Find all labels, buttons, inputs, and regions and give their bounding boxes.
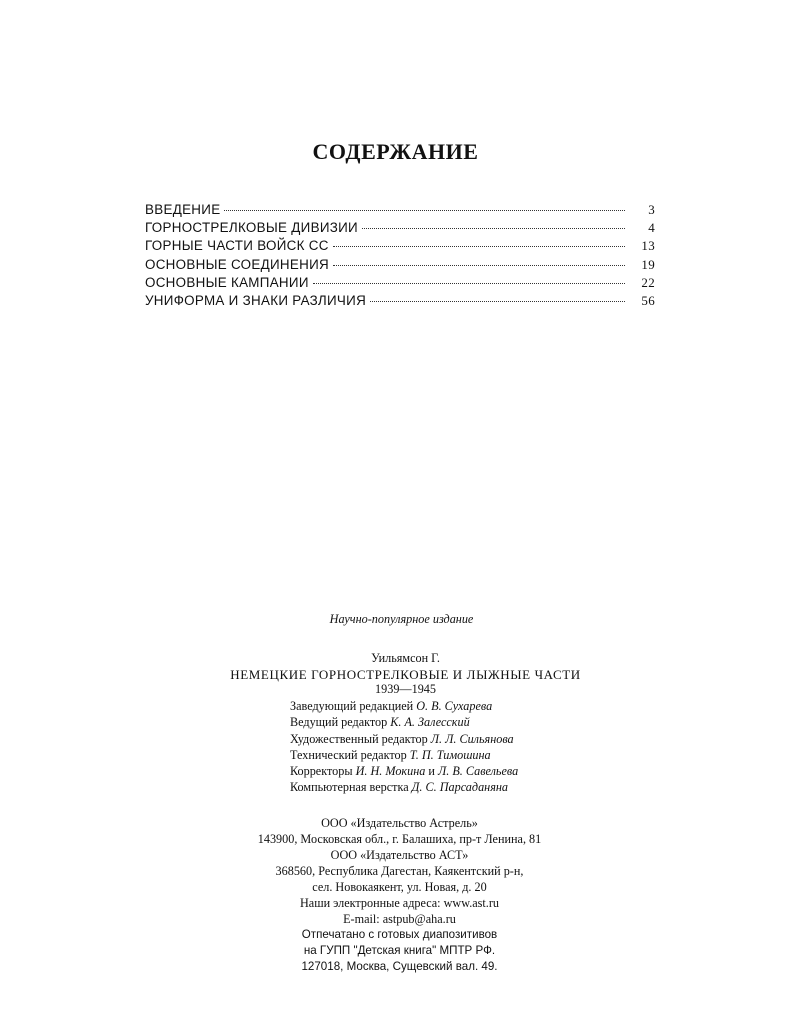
toc-entry-label: ВВЕДЕНИЕ bbox=[145, 202, 221, 217]
toc-entry[interactable] bbox=[145, 202, 655, 220]
staff-role: Технический редактор bbox=[290, 747, 407, 762]
toc-entry-page: 13 bbox=[641, 238, 655, 254]
author-name: Уильямсон Г. bbox=[371, 651, 440, 665]
book-years: 1939—1945 bbox=[375, 682, 436, 696]
toc-entry-label: ГОРНЫЕ ЧАСТИ ВОЙСК СС bbox=[145, 238, 329, 254]
staff-line bbox=[290, 698, 518, 714]
toc-entry-page: 19 bbox=[641, 256, 655, 272]
toc-entry[interactable] bbox=[145, 220, 655, 238]
toc-entry-label: ОСНОВНЫЕ КАМПАНИИ bbox=[145, 274, 309, 290]
printing-line: на ГУПП "Детская книга" МПТР РФ. bbox=[303, 944, 496, 957]
toc-entry-page: 3 bbox=[648, 202, 655, 217]
toc-entry[interactable] bbox=[145, 275, 655, 293]
book-title: НЕМЕЦКИЕ ГОРНОСТРЕЛКОВЫЕ И ЛЫЖНЫЕ ЧАСТИ bbox=[230, 666, 581, 682]
publisher-info bbox=[4, 815, 791, 975]
staff-name: К. А. Залесский bbox=[390, 715, 470, 730]
staff-name: Л. Л. Сильянова bbox=[430, 731, 514, 746]
staff-role: Заведующий редакцией bbox=[290, 699, 414, 713]
toc-leader-dots bbox=[313, 283, 625, 284]
staff-line bbox=[290, 763, 518, 779]
toc-entry-label: УНИФОРМА И ЗНАКИ РАЗЛИЧИЯ bbox=[145, 292, 367, 308]
toc-leader-dots bbox=[370, 301, 625, 302]
toc-entry[interactable] bbox=[145, 238, 655, 256]
toc-leader-dots bbox=[224, 210, 625, 211]
staff-line bbox=[290, 747, 518, 763]
table-of-contents bbox=[145, 202, 655, 311]
toc-leader-dots bbox=[333, 246, 625, 247]
editorial-staff bbox=[290, 698, 518, 796]
printing-line: Отпечатано с готовых диапозитивов bbox=[301, 928, 498, 941]
toc-entry-label: ГОРНОСТРЕЛКОВЫЕ ДИВИЗИИ bbox=[145, 220, 358, 236]
toc-entry-page: 22 bbox=[641, 274, 655, 290]
toc-entry-page: 56 bbox=[641, 292, 655, 308]
toc-leader-dots bbox=[362, 228, 625, 229]
toc-entry-label: ОСНОВНЫЕ СОЕДИНЕНИЯ bbox=[145, 256, 329, 272]
toc-entry-page: 4 bbox=[648, 220, 655, 236]
staff-name: Т. П. Тимошина bbox=[409, 747, 491, 762]
staff-name: О. В. Сухарева bbox=[416, 699, 493, 713]
staff-role: Компьютерная верстка bbox=[290, 780, 409, 795]
toc-title: СОДЕРЖАНИЕ bbox=[312, 139, 479, 164]
book-author-title bbox=[10, 651, 791, 698]
publisher-line: 368560, Республика Дагестан, Каякентский р-н, bbox=[275, 864, 524, 878]
publisher-line: E-mail: astpub@aha.ru bbox=[343, 912, 456, 926]
staff-name: И. Н. Мокина bbox=[355, 764, 426, 779]
edition-type: Научно-популярное издание bbox=[329, 612, 474, 626]
publisher-line: сел. Новокаякент, ул. Новая, д. 20 bbox=[312, 880, 487, 894]
toc-entry[interactable] bbox=[145, 293, 655, 311]
publisher-line: ООО «Издательство АСТ» bbox=[330, 848, 469, 862]
publisher-line: ООО «Издательство Астрель» bbox=[321, 816, 478, 830]
staff-conjunction: и bbox=[428, 764, 435, 779]
staff-line bbox=[290, 731, 518, 747]
toc-entry[interactable] bbox=[145, 257, 655, 275]
staff-line bbox=[290, 714, 518, 730]
publisher-line: Наши электронные адреса: www.ast.ru bbox=[300, 896, 499, 910]
printing-line: 127018, Москва, Сущевский вал. 49. bbox=[301, 960, 498, 973]
staff-role: Художественный редактор bbox=[290, 731, 428, 746]
toc-leader-dots bbox=[333, 265, 625, 266]
staff-line bbox=[290, 779, 518, 795]
staff-name: Д. С. Парсаданяна bbox=[411, 780, 509, 795]
staff-name: Л. В. Савельева bbox=[438, 764, 519, 779]
staff-role: Корректоры bbox=[290, 764, 353, 779]
publisher-line: 143900, Московская обл., г. Балашиха, пр-т Ленина, 81 bbox=[257, 832, 542, 846]
staff-role: Ведущий редактор bbox=[290, 715, 388, 730]
